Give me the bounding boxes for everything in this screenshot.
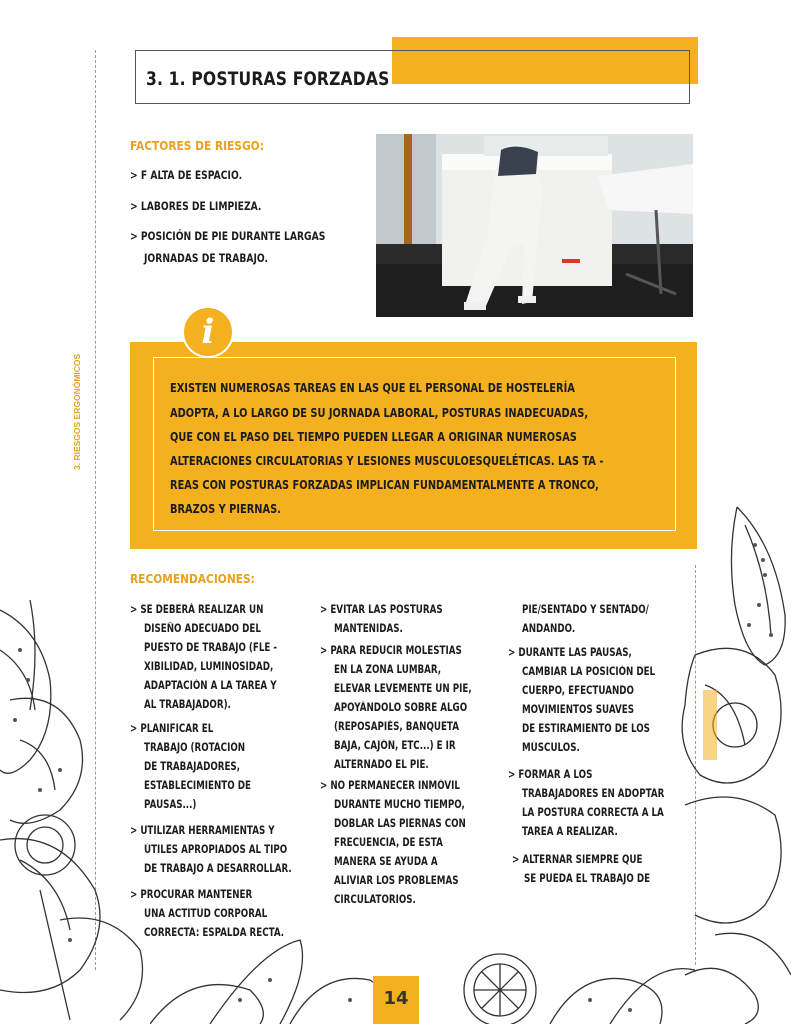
title-box [135,50,690,104]
info-icon [182,306,234,358]
recommendation-line: DOBLAR LAS PIERNAS CON [334,817,466,830]
chapter-side-label: 3. RIESGOS ERGONÓMICOS [72,353,82,470]
risk-item: > LABORES DE LIMPIEZA. [130,199,262,213]
risk-item: > POSICIÓN DE PIE DURANTE LARGAS [130,229,326,243]
recommendation-line: DISEÑO ADECUADO DEL [144,622,261,635]
info-icon-letter: i [201,312,215,352]
recommendation-line: XIBILIDAD, LUMINOSIDAD, [144,660,274,673]
recommendation-line: DE ESTIRAMIENTO DE LOS [522,722,650,735]
worker-bending-into-freezer-photo [376,134,693,317]
recommendation-line: TRABAJO (ROTACIÓN [144,741,246,754]
recommendation-line: DURANTE MUCHO TIEMPO, [334,798,465,811]
recommendation-line: BAJA, CAJÓN, ETC...) E IR [334,739,456,752]
recommendation-line: > SE DEBERÁ REALIZAR UN [130,603,264,616]
risk-factors-heading: FACTORES DE RIESGO: [130,138,264,153]
recommendation-line: PUESTO DE TRABAJO (FLE - [144,641,278,654]
page-title: 3. 1. POSTURAS FORZADAS [146,68,390,90]
recommendation-line: MÚSCULOS. [522,741,580,754]
recommendation-line: > PLANIFICAR EL [130,722,214,735]
vegetable-illustration-bottom [150,930,695,1024]
recommendation-line: ELEVAR LEVEMENTE UN PIE, [334,682,472,695]
recommendation-line: UNA ACTITUD CORPORAL [144,907,268,920]
info-text-line: REAS CON POSTURAS FORZADAS IMPLICAN FUNDAMENTALMENTE A TRONCO, [170,477,599,492]
page-number-badge [373,976,419,1024]
recommendation-line: > ALTERNAR SIEMPRE QUE [512,853,643,866]
recommendation-line: > DURANTE LAS PAUSAS, [508,646,632,659]
info-text-line: ADOPTA, A LO LARGO DE SU JORNADA LABORAL, POSTURAS INADECUADAS, [170,405,589,420]
vegetable-illustration-left [0,590,150,1024]
recommendation-line: MANTENIDAS. [334,622,403,635]
recommendation-line: > EVITAR LAS POSTURAS [320,603,443,616]
info-text-line: BRAZOS Y PIERNAS. [170,501,281,516]
recommendation-line: > PARA REDUCIR MOLESTIAS [320,644,462,657]
risk-item: > F ALTA DE ESPACIO. [130,168,243,182]
recommendation-line: EN LA ZONA LUMBAR, [334,663,442,676]
recommendation-line: PIE/SENTADO Y SENTADO/ [522,603,649,616]
recommendation-line: AL TRABAJADOR). [144,698,231,711]
recommendation-line: ANDANDO. [522,622,576,635]
recommendation-line: > NO PERMANECER INMÓVIL [320,779,460,792]
recommendation-line: PAUSAS...) [144,798,197,811]
recommendation-line: (REPOSAPIÉS, BANQUETA [334,720,459,733]
recommendation-line: > FORMAR A LOS [508,768,593,781]
risk-item: JORNADAS DE TRABAJO. [144,251,269,265]
recommendations-heading: RECOMENDACIONES: [130,571,255,586]
recommendation-line: ALIVIAR LOS PROBLEMAS [334,874,459,887]
recommendation-line: > UTILIZAR HERRAMIENTAS Y [130,824,275,837]
recommendation-line: MANERA SE AYUDA A [334,855,438,868]
info-text-line: EXISTEN NUMEROSAS TAREAS EN LAS QUE EL PERSONAL DE HOSTELERÍA [170,380,575,395]
recommendation-line: APOYÁNDOLO SOBRE ALGO [334,701,468,714]
recommendation-line: > PROCURAR MANTENER [130,888,253,901]
recommendation-line: SE PUEDA EL TRABAJO DE [524,872,651,885]
recommendation-line: ALTERNADO EL PIE. [334,758,429,771]
recommendation-line: CAMBIAR LA POSICIÓN DEL [522,665,656,678]
recommendation-line: FRECUENCIA, DE ESTA [334,836,443,849]
info-text-line: QUE CON EL PASO DEL TIEMPO PUEDEN LLEGAR A ORIGINAR NUMEROSAS [170,429,577,444]
recommendation-line: DE TRABAJADORES, [144,760,241,773]
recommendation-line: DE TRABAJO A DESARROLLAR. [144,862,292,875]
page-number: 14 [383,988,409,1009]
info-text-line: ALTERACIONES CIRCULATORIAS Y LESIONES MUSCULOESQUELÉTICAS. LAS TA - [170,453,604,468]
recommendation-line: CUERPO, EFECTUANDO [522,684,634,697]
recommendation-line: CORRECTA: ESPALDA RECTA. [144,926,285,939]
recommendation-line: ESTABLECIMIENTO DE [144,779,251,792]
recommendation-line: ÚTILES APROPIADOS AL TIPO [144,843,288,856]
recommendation-line: TRABAJADORES EN ADOPTAR [522,787,665,800]
recommendation-line: CIRCULATORIOS. [334,893,416,906]
recommendation-line: TAREA A REALIZAR. [522,825,618,838]
recommendation-line: LA POSTURA CORRECTA A LA [522,806,664,819]
recommendation-line: MOVIMIENTOS SUAVES [522,703,635,716]
recommendation-line: ADAPTACIÓN A LA TAREA Y [144,679,277,692]
